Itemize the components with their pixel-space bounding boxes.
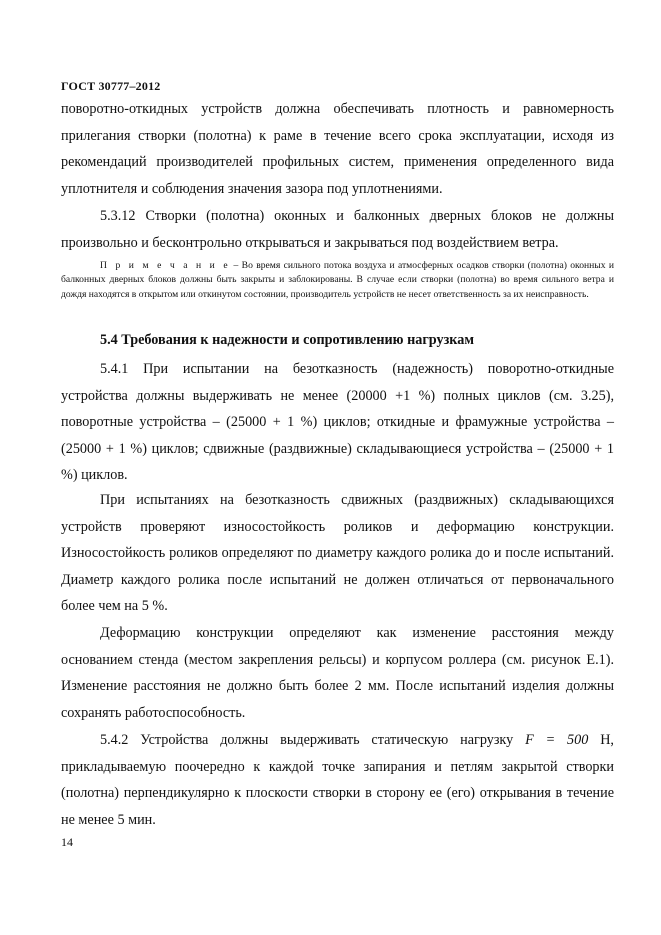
section-heading-5-4: 5.4 Требования к надежности и сопротивлению нагрузкам [100, 332, 474, 348]
note-text: – Во время сильного потока воздуха и атмосферных осадков створки (полотна) оконных и балконных дверных блоков должны быть закрыты и заблокированы. В случае если створки (полотна) во время сильного ветра и дождя находятся в открытом или откинутом состоянии, производитель устройств не несет ответственность за их неисправность. [61, 260, 614, 300]
paragraph-5-4-2-before: 5.4.2 Устройства должны выдерживать статическую нагрузку [100, 732, 526, 748]
paragraph-5-4-1: 5.4.1 При испытании на безотказность (надежность) поворотно-откидные устройства должны выдерживать не менее (20000 +1 %) полных циклов (см. 3.25), поворотные устройства – (25000 + 1 %) циклов; откидные и фрамужные устройства – (25000 + 1 %) циклов; сдвижные (раздвижные) складывающиеся устройства – (25000 + 1 %) циклов. [61, 361, 614, 484]
note-label: П р и м е ч а н и е [100, 260, 231, 271]
paragraph-deformation: Деформацию конструкции определяют как изменение расстояния между основанием стенда (местом закрепления рельсы) и корпусом роллера (см. рисунок Е.1). Изменение расстояния не должно быть более 2 мм. После испытаний изделия должны сохранять работоспособность. [61, 625, 614, 721]
paragraph-5-4-2 [61, 727, 614, 833]
paragraph-5-3-12: 5.3.12 Створки (полотна) оконных и балконных дверных блоков не должны произвольно и бесконтрольно открываться и закрываться под воздействием ветра. [61, 208, 614, 251]
paragraph-sliding-devices: При испытаниях на безотказность сдвижных (раздвижных) складывающихся устройств проверяют износостойкость роликов и деформацию конструкции. Износостойкость роликов определяют по диаметру каждого ролика до и после испытаний. Диаметр каждого ролика после испытаний не должен отличаться от первоначального более чем на 5 %. [61, 492, 614, 615]
document-header: ГОСТ 30777–2012 [61, 79, 161, 93]
load-formula: F = 500 [525, 732, 589, 748]
note-block [61, 259, 614, 302]
paragraph-continuation: поворотно-откидных устройств должна обеспечивать плотность и равномерность прилегания створки (полотна) к раме в течение всего срока эксплуатации, исходя из рекомендаций производителей профильных систем, применения определенного вида уплотнителя и соблюдения значения зазора под уплотнениями. [61, 101, 614, 197]
page-number: 14 [61, 835, 73, 849]
paragraph-5-4-2-after: Н, прикладываемую поочередно к каждой точке запирания и петлям закрытой створки (полотна) перпендикулярно к плоскости створки в сторону ее (его) открывания в течение не менее 5 мин. [61, 732, 614, 828]
